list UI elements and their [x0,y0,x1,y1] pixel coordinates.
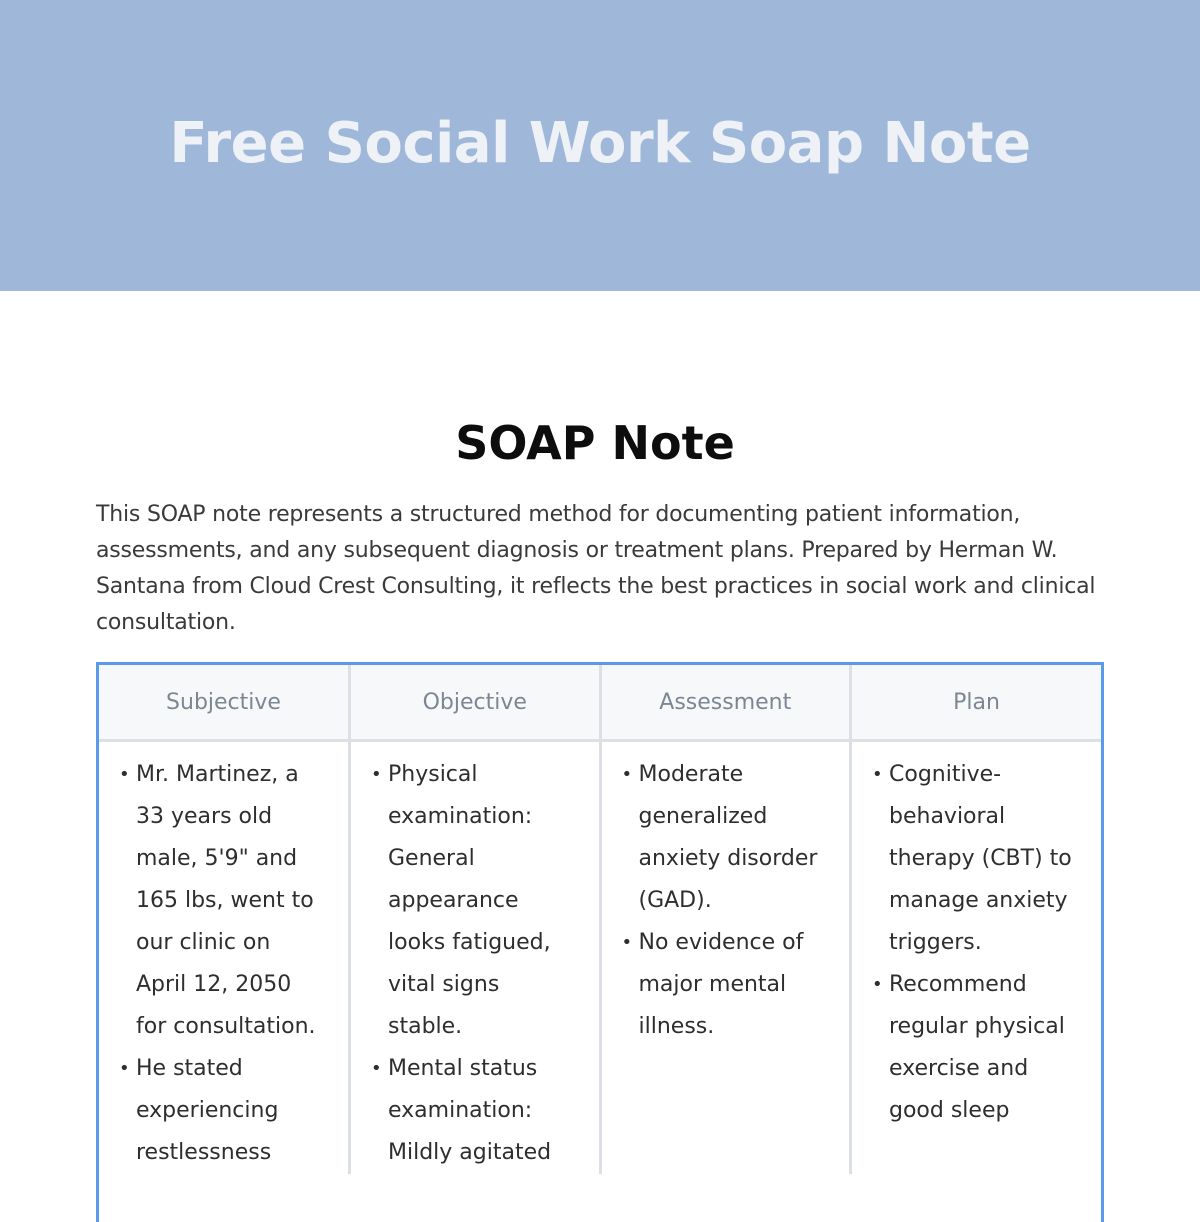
cell-plan [851,741,1102,1175]
table-row [99,741,1101,1175]
cell-assessment [600,741,851,1175]
assessment-list [622,754,830,1048]
intro-paragraph: This SOAP note represents a structured method for documenting patient information, assessments, and any subsequent diagnosis or treatment plans. Prepared by Herman W. Santana from Cloud Crest Consulting, it reflects the best practices in social work and clinical consultation. [96,502,1096,635]
subjective-list [119,754,328,1174]
list-item: • No evidence of major mental illness. [622,922,830,1048]
cell-objective [350,741,601,1175]
list-item: • Moderate generalized anxiety disorder (GAD). [622,754,830,922]
header-subjective: Subjective [99,665,350,741]
banner-title: Free Social Work Soap Note [169,111,1031,176]
soap-table [96,662,1104,1222]
header-banner [0,0,1200,291]
header-plan: Plan [851,665,1102,741]
cell-subjective [99,741,350,1175]
list-item: • He stated experiencing restlessness [119,1048,328,1174]
table-header-row [99,665,1101,741]
plan-list [872,754,1081,1132]
list-item: • Recommend regular physical exercise and good sleep [872,964,1081,1132]
header-objective: Objective [350,665,601,741]
list-item: • Physical examination: General appearance looks fatigued, vital signs stable. [371,754,579,1048]
list-item: • Mental status examination: Mildly agitated [371,1048,579,1174]
list-item: • Mr. Martinez, a 33 years old male, 5'9" and 165 lbs, went to our clinic on April 12, 2050 for consultation. [119,754,328,1048]
list-item: • Cognitive-behavioral therapy (CBT) to manage anxiety triggers. [872,754,1081,964]
objective-list [371,754,579,1174]
page-title: SOAP Note [455,416,735,470]
header-assessment: Assessment [600,665,851,741]
